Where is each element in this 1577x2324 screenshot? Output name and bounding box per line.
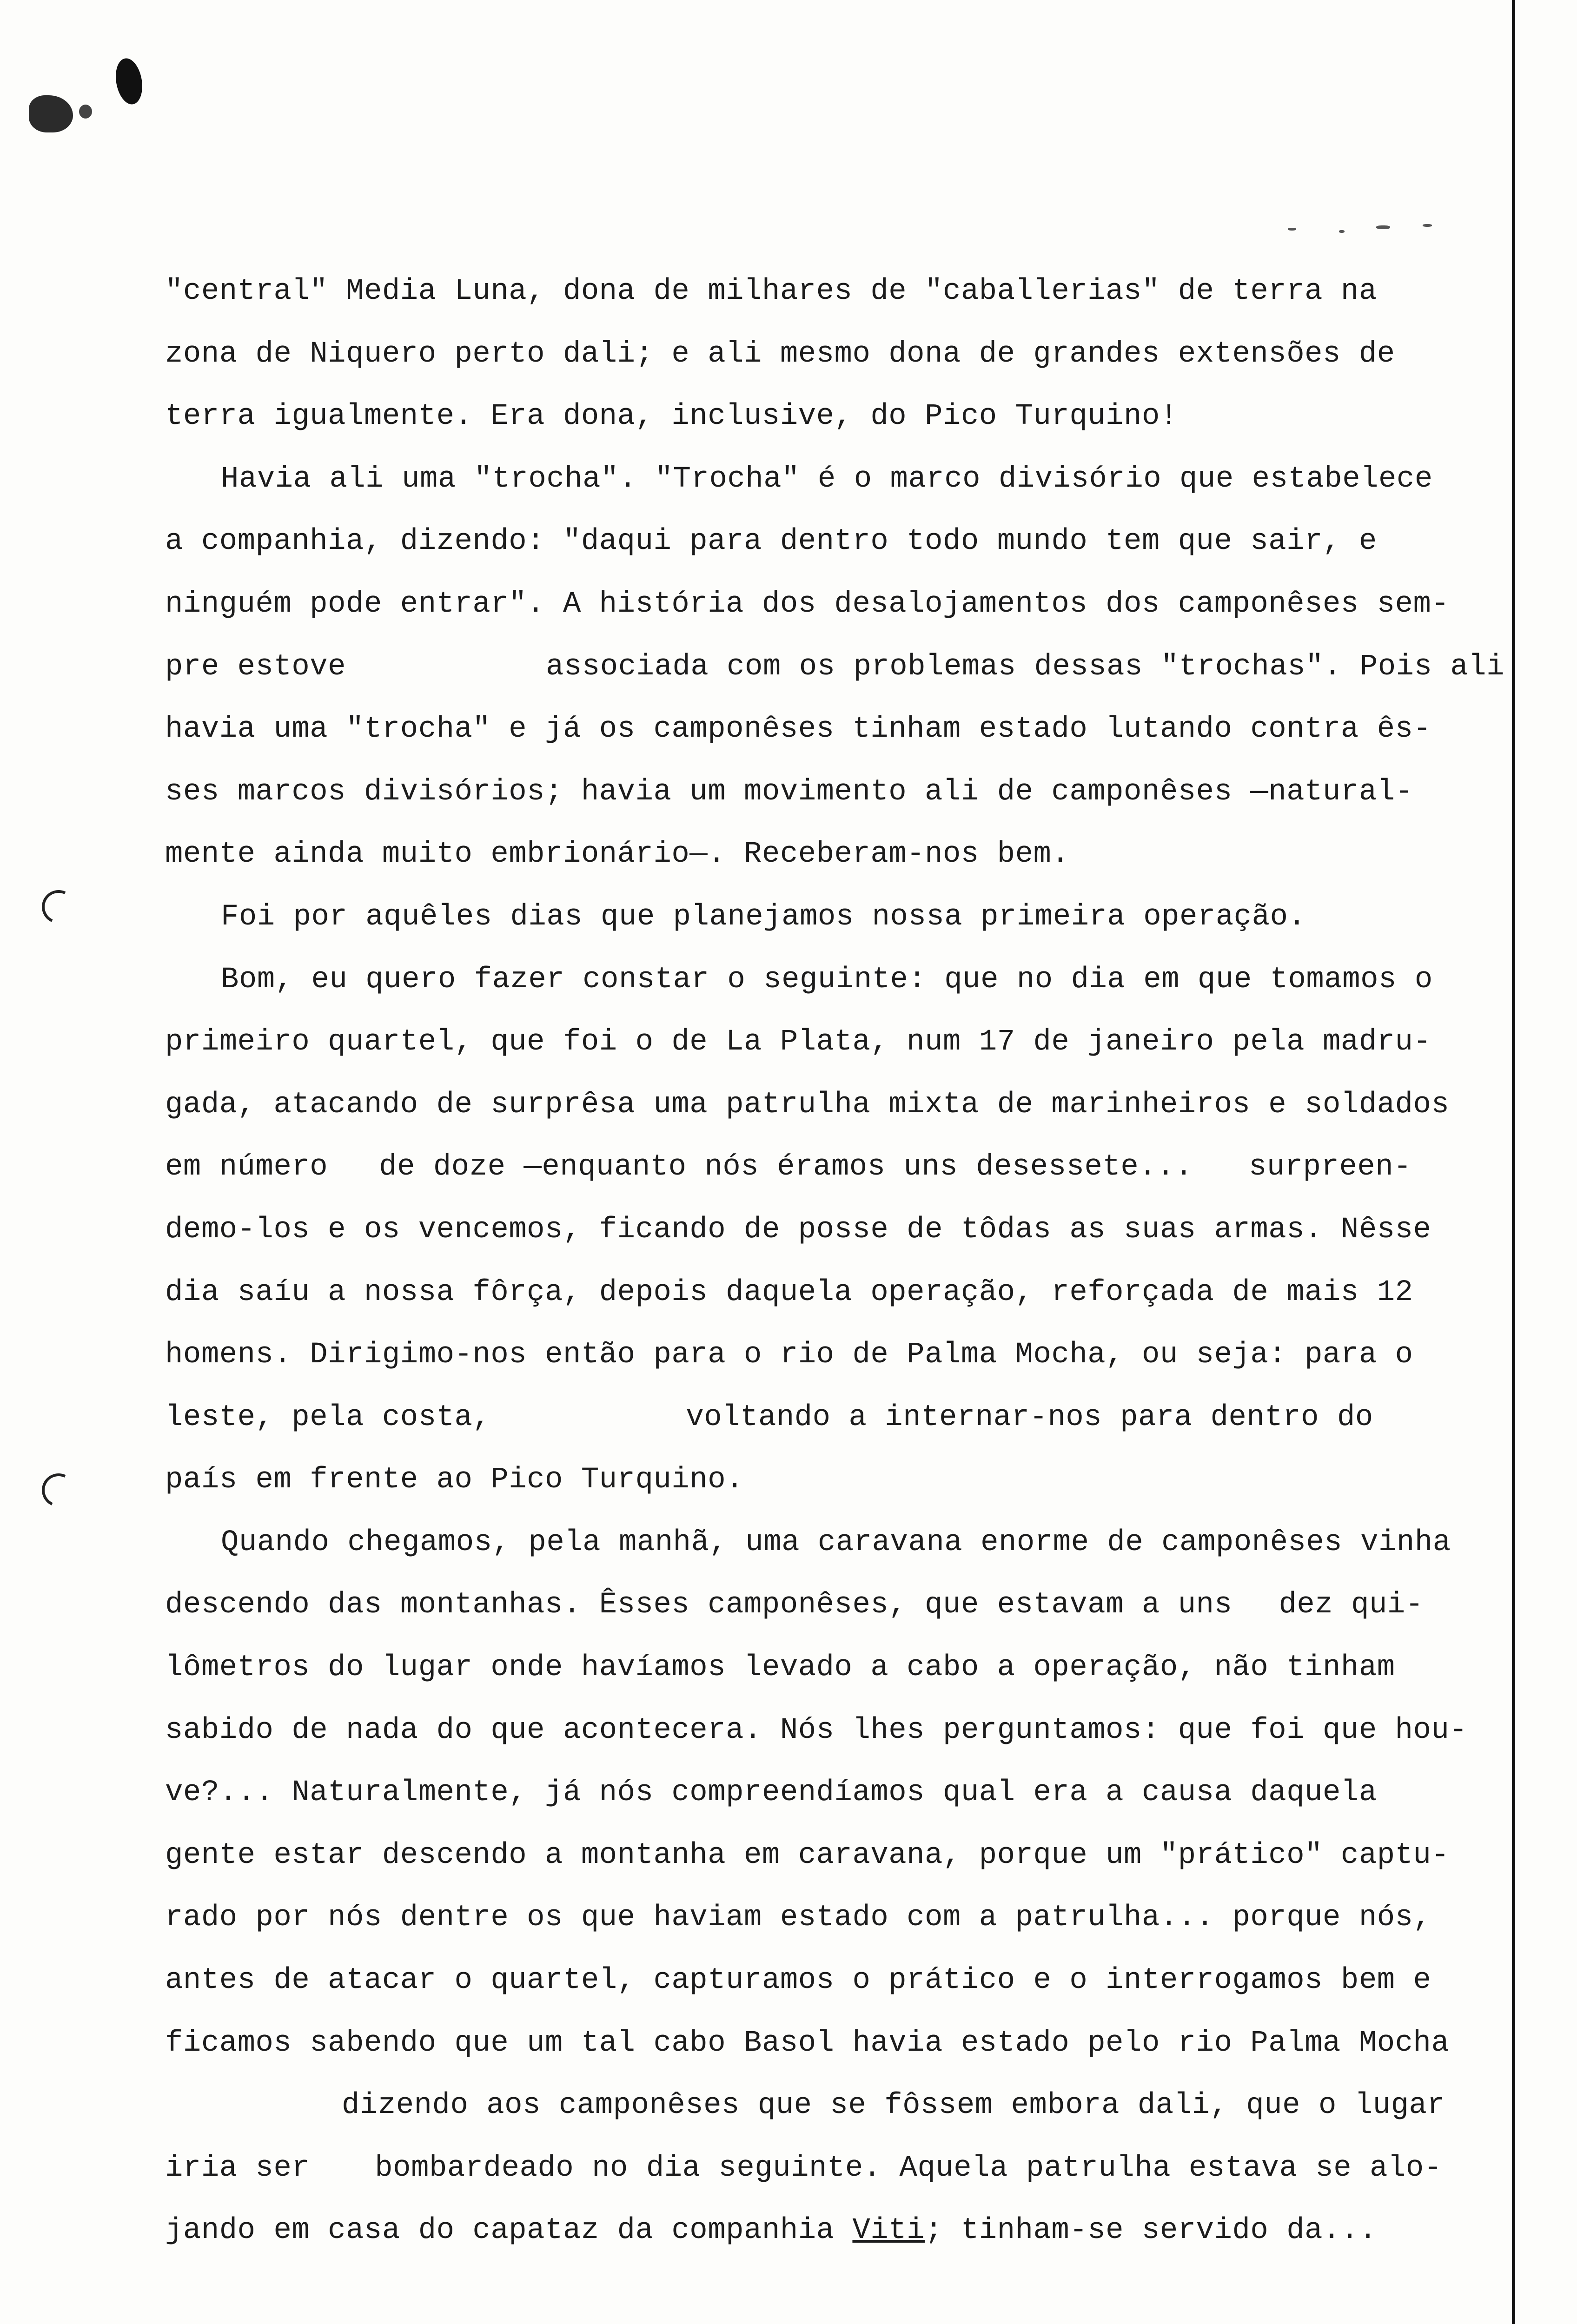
ink-mark — [1423, 224, 1432, 227]
text-line: Bom, eu quero fazer constar o seguinte: que no dia em que tomamos o — [221, 963, 1433, 997]
text-fragment: dez qui- — [1279, 1588, 1424, 1622]
text-fragment: bombardeado no dia seguinte. Aquela patrulha estava se alo- — [375, 2151, 1442, 2185]
underlined-word: Viti — [852, 2214, 925, 2248]
text-line: mente ainda muito embrionário—. Receberam-nos bem. — [165, 838, 1070, 872]
ink-blot — [29, 95, 73, 132]
text-fragment: surpreen- — [1248, 1150, 1412, 1184]
text-line — [165, 1386, 1513, 1449]
text-line: país em frente ao Pico Turquino. — [165, 1463, 744, 1497]
text-line — [165, 2074, 1513, 2137]
text-line: gente estar descendo a montanha em caravana, porque um "prático" captu- — [165, 1838, 1450, 1872]
ink-blot — [113, 56, 146, 106]
text-line: lômetros do lugar onde havíamos levado a cabo a operação, não tinham — [165, 1651, 1395, 1685]
punch-hole — [37, 885, 80, 928]
text-line — [165, 2199, 1513, 2262]
text-fragment: pre estove — [165, 650, 346, 684]
ink-blot — [79, 105, 92, 119]
text-line: primeiro quartel, que foi o de La Plata, num 17 de janeiro pela madru- — [165, 1025, 1431, 1059]
text-line: terra igualmente. Era dona, inclusive, do Pico Turquino! — [165, 400, 1178, 434]
text-line: homens. Dirigimo-nos então para o rio de Palma Mocha, ou seja: para o — [165, 1338, 1413, 1372]
text-line — [165, 636, 1513, 699]
text-line — [165, 1574, 1513, 1637]
text-fragment: iria ser — [165, 2151, 310, 2185]
text-fragment: descendo das montanhas. Êsses camponêses, que estavam a uns — [165, 1588, 1232, 1622]
text-fragment: em número — [165, 1150, 328, 1184]
text-line: havia uma "trocha" e já os camponêses tinham estado lutando contra ês- — [165, 713, 1431, 746]
ink-mark — [1376, 225, 1390, 229]
text-line: Foi por aquêles dias que planejamos nossa primeira operação. — [221, 900, 1306, 934]
text-line: "central" Media Luna, dona de milhares de "caballerias" de terra na — [165, 275, 1377, 308]
text-line: ve?... Naturalmente, já nós compreendíamos qual era a causa daquela — [165, 1776, 1377, 1810]
text-line: ses marcos divisórios; havia um movimento ali de camponêses —natural- — [165, 775, 1413, 809]
text-fragment: jando em casa do capataz da companhia — [165, 2214, 853, 2248]
text-line: ninguém pode entrar". A história dos desalojamentos dos camponêses sem- — [165, 587, 1450, 621]
text-fragment: leste, pela costa, — [165, 1400, 491, 1434]
punch-hole — [37, 1469, 80, 1512]
ink-mark — [1339, 230, 1345, 233]
text-line — [165, 1136, 1513, 1199]
text-fragment: dizendo aos camponêses que se fôssem embora dali, que o lugar — [342, 2089, 1445, 2123]
text-fragment: associada com os problemas dessas "trochas". Pois ali — [546, 650, 1505, 684]
text-line: a companhia, dizendo: "daqui para dentro todo mundo tem que sair, e — [165, 525, 1377, 559]
text-line: Havia ali uma "trocha". "Trocha" é o marco divisório que estabelece — [221, 462, 1433, 496]
typewritten-text — [165, 260, 1513, 2262]
text-line — [165, 2137, 1513, 2200]
text-line: Quando chegamos, pela manhã, uma caravana enorme de camponêses vinha — [221, 1525, 1451, 1559]
text-line: sabido de nada do que acontecera. Nós lhes perguntamos: que foi que hou- — [165, 1713, 1468, 1747]
text-fragment: ; tinham-se servido da... — [925, 2214, 1377, 2248]
text-line: dia saíu a nossa fôrça, depois daquela operação, reforçada de mais 12 — [165, 1275, 1413, 1309]
text-line: demo-los e os vencemos, ficando de posse de tôdas as suas armas. Nêsse — [165, 1213, 1431, 1247]
text-line: zona de Niquero perto dali; e ali mesmo dona de grandes extensões de — [165, 337, 1395, 371]
text-line: rado por nós dentre os que haviam estado com a patrulha... porque nós, — [165, 1901, 1431, 1935]
text-line: ficamos sabendo que um tal cabo Basol havia estado pelo rio Palma Mocha — [165, 2026, 1450, 2060]
ink-mark — [1288, 228, 1296, 231]
text-fragment: de doze —enquanto nós éramos uns desessete... — [379, 1150, 1193, 1184]
text-fragment: voltando a internar-nos para dentro do — [686, 1400, 1373, 1434]
text-line: gada, atacando de surprêsa uma patrulha mixta de marinheiros e soldados — [165, 1088, 1450, 1122]
text-line: antes de atacar o quartel, capturamos o prático e o interrogamos bem e — [165, 1964, 1431, 1998]
